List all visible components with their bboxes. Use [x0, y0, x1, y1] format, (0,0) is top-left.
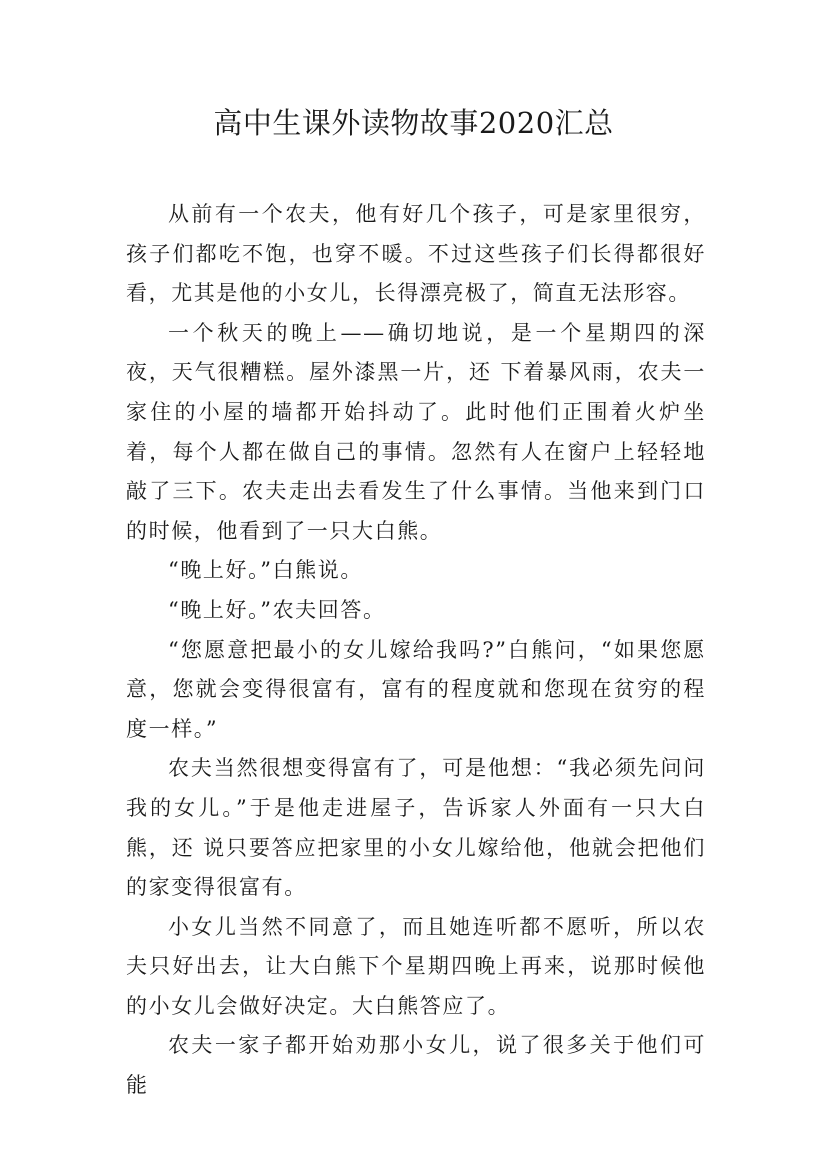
document-body [126, 195, 706, 1106]
paragraph: 小女儿当然不同意了，而且她连听都不愿听，所以农夫只好出去，让大白熊下个星期四晚上再来，说那时候他的小女儿会做好决定。大白熊答应了。 [126, 914, 706, 1018]
paragraph: 农夫一家子都开始劝那小女儿，说了很多关于他们可能 [126, 1033, 706, 1098]
paragraph: “晚上好。”农夫回答。 [168, 597, 386, 622]
paragraph: 从前有一个农夫，他有好几个孩子，可是家里很穷，孩子们都吃不饱，也穿不暖。不过这些孩子们长得都很好看，尤其是他的小女儿，长得漂亮极了，简直无法形容。 [126, 202, 706, 306]
paragraph: 一个秋天的晚上——确切地说，是一个星期四的深夜，天气很糟糕。屋外漆黑一片，还 下着暴风雨，农夫一家住的小屋的墙都开始抖动了。此时他们正围着火炉坐着，每个人都在做自己的事情。忽然有人在窗户上轻轻地敲了三下。农夫走出去看发生了什么事情。当他来到门口的时候，他看到了一只大白熊。 [126, 320, 706, 543]
paragraph: “晚上好。”白熊说。 [168, 558, 363, 583]
paragraph: “您愿意把最小的女儿嫁给我吗?”白熊问，“如果您愿意，您就会变得很富有，富有的程度就和您现在贫穷的程度一样。” [126, 637, 706, 741]
paragraph: 农夫当然很想变得富有了，可是他想：“我必须先问问我的女儿。”于是他走进屋子，告诉家人外面有一只大白熊，还 说只要答应把家里的小女儿嫁给他，他就会把他们的家变得很富有。 [126, 756, 706, 900]
document-title: 高中生课外读物故事2020汇总 [213, 106, 614, 140]
